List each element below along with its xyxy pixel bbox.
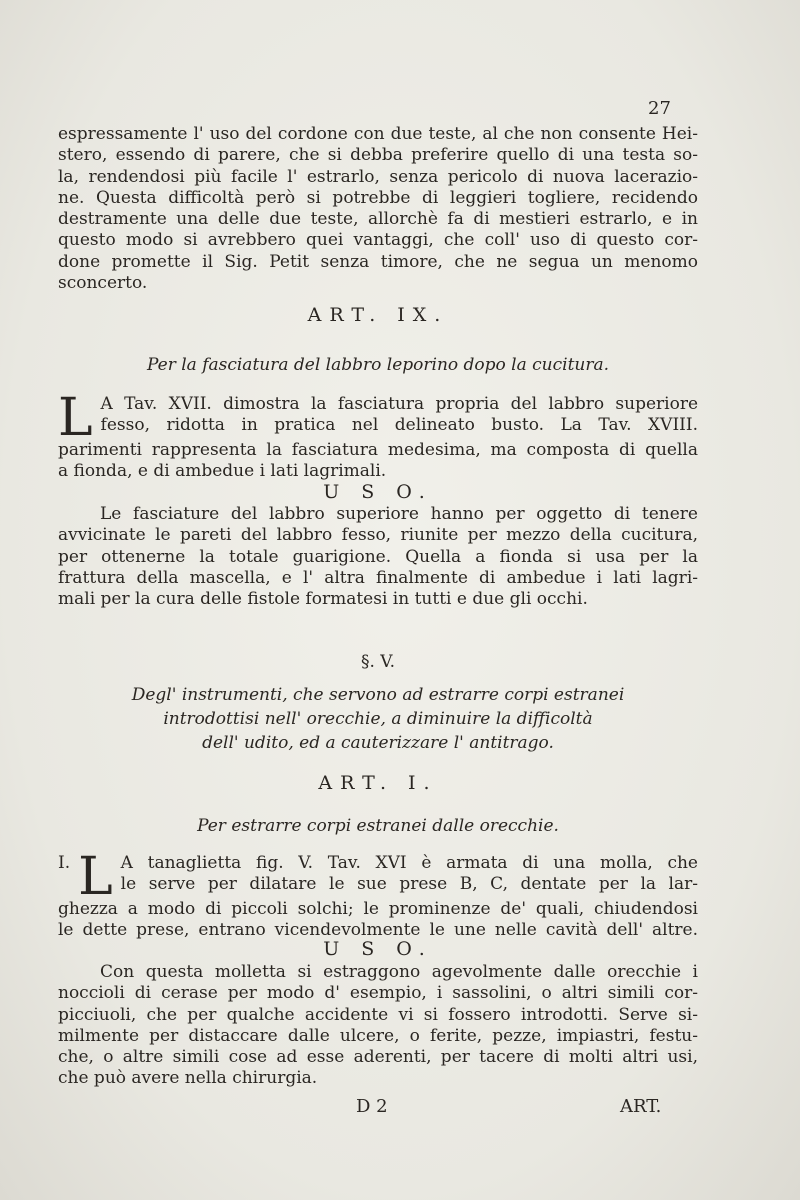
text-line: destramente una delle due teste, allorchè fa di mestieri estrarlo, e in: [58, 209, 698, 230]
text-line: sconcerto.: [58, 273, 148, 294]
text-line: frattura della mascella, e l' altra finalmente di ambedue i lati lagri-: [58, 567, 698, 588]
section-symbol: §. V.: [360, 652, 396, 672]
text-line: stero, essendo di parere, che si debba preferire quello di una testa so-: [58, 145, 698, 166]
text-line: avvicinate le pareti del labbro fesso, riunite per mezzo della cucitura,: [58, 525, 698, 546]
text-line: fesso, ridotta in pratica nel delineato busto. La Tav. XVIII.: [100, 415, 698, 436]
uso-heading: U S O.: [323, 938, 433, 960]
text-line: le dette prese, entrano vicendevolmente le une nelle cavità dell' altre.: [58, 920, 698, 941]
signature-mark: D 2: [356, 1096, 388, 1117]
text-line: che può avere nella chirurgia.: [58, 1068, 318, 1089]
text-line: done promette il Sig. Petit senza timore, che ne segua un menomo: [58, 251, 698, 272]
text-line: la, rendendosi più facile l' estrarlo, senza pericolo di nuova lacerazio-: [58, 166, 698, 187]
drop-cap: L: [78, 847, 113, 907]
text-line: mali per la cura delle fistole formatesi in tutti e due gli occhi.: [58, 589, 588, 610]
section-title-line: dell' udito, ed a cauterizzare l' antitrago.: [202, 733, 554, 753]
art1-heading: ART. I.: [318, 772, 438, 794]
art9-heading: ART. IX.: [307, 304, 449, 326]
item-numeral: I.: [58, 853, 71, 873]
text-line: A tanaglietta fig. V. Tav. XVI è armata di una molla, che: [120, 853, 698, 873]
catchword: ART.: [620, 1096, 662, 1117]
art9-uso-paragraph: [58, 504, 698, 610]
page-number: 27: [648, 98, 671, 119]
text-line: milmente per distaccare dalle ulcere, o ferite, pezze, impiastri, festu-: [58, 1025, 698, 1046]
text-line: noccioli di cerase per modo d' esempio, i sassolini, o altri simili cor-: [58, 983, 698, 1004]
art1-subtitle: Per estrarre corpi estranei dalle orecchie.: [197, 816, 559, 836]
drop-cap: L: [58, 388, 93, 448]
text-line: per ottenerne la totale guarigione. Quella a fionda si usa per la: [58, 546, 698, 567]
section-title-line: introdottisi nell' orecchie, a diminuire la difficoltà: [163, 709, 593, 729]
text-line: picciuoli, che per qualche accidente vi si fossero introdotti. Serve si-: [58, 1004, 698, 1025]
section-title-line: Degl' instrumenti, che servono ad estrarre corpi estranei: [131, 685, 625, 705]
art1-uso-paragraph: [58, 962, 698, 1090]
text-line: ne. Questa difficoltà però si potrebbe di leggieri togliere, recidendo: [58, 187, 698, 208]
text-line: le serve per dilatare le sue prese B, C, dentate per la lar-: [120, 874, 698, 895]
art1-paragraph: [58, 847, 698, 942]
text-line: parimenti rappresenta la fasciatura medesima, ma composta di quella: [58, 440, 698, 460]
text-line: questo modo si avrebbero quei vantaggi, che coll' uso di questo cor-: [58, 230, 698, 251]
art9-paragraph: [58, 388, 698, 483]
text-line: a fionda, e di ambedue i lati lagrimali.: [58, 461, 387, 482]
text-line: Con questa molletta si estraggono agevolmente dalle orecchie i: [100, 962, 698, 982]
text-line: Le fasciature del labbro superiore hanno per oggetto di tenere: [100, 504, 698, 524]
text-line: ghezza a modo di piccoli solchi; le prominenze de' quali, chiudendosi: [58, 899, 698, 919]
text-line: che, o altre simili cose ad esse aderenti, per tacere di molti altri usi,: [58, 1047, 698, 1068]
intro-paragraph: [58, 124, 698, 294]
art9-subtitle: Per la fasciatura del labbro leporino dopo la cucitura.: [146, 355, 610, 375]
text-line: A Tav. XVII. dimostra la fasciatura propria del labbro superiore: [100, 394, 698, 414]
section-title: [58, 683, 698, 755]
uso-heading: U S O.: [323, 481, 433, 503]
text-line: espressamente l' uso del cordone con due teste, al che non consente Hei-: [58, 124, 698, 144]
